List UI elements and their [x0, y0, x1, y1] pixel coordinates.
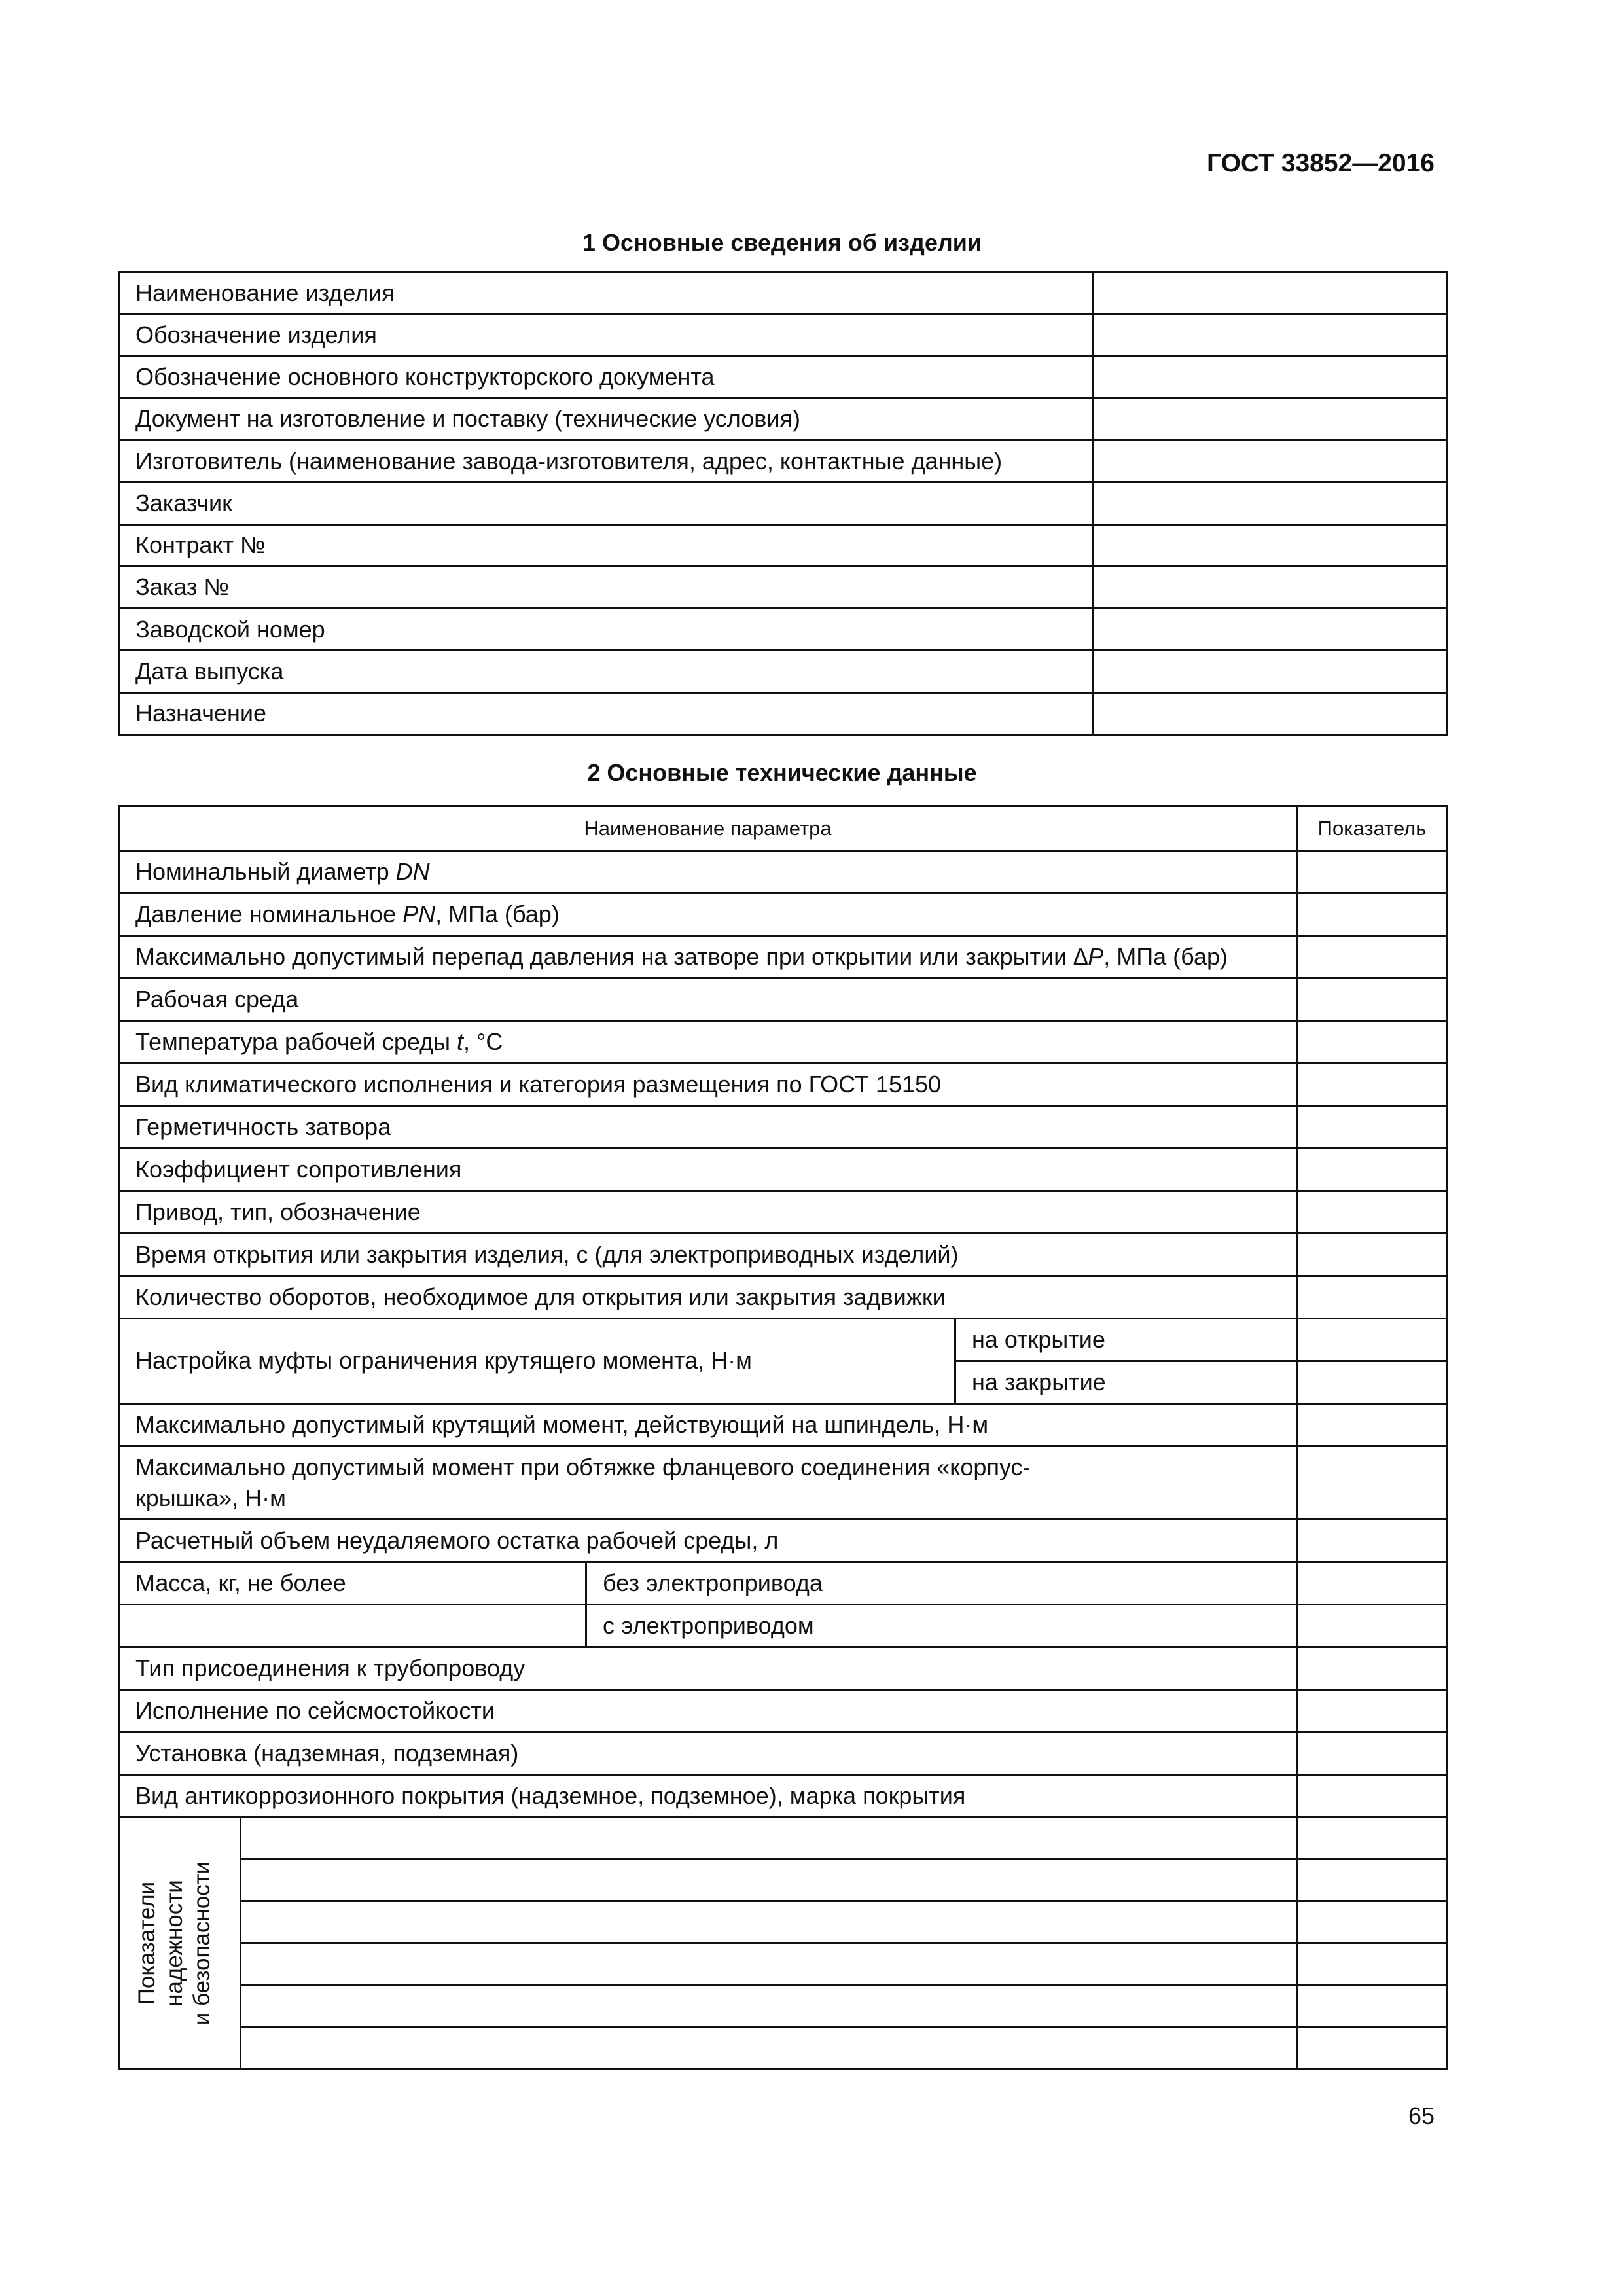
row-clutch-setting: Настройка муфты ограничения крутящего момента, Н·м	[119, 1319, 955, 1404]
row-tightness: Герметичность затвора	[119, 1106, 1297, 1149]
product-info-label: Заказ №	[119, 566, 1093, 608]
value-cell[interactable]	[1297, 1106, 1448, 1149]
value-cell[interactable]	[1297, 1605, 1448, 1647]
table-row	[119, 978, 1448, 1021]
table-row	[119, 1234, 1448, 1276]
value-cell[interactable]	[1297, 1021, 1448, 1064]
row-label: Максимально допустимый перепад давления на затворе при открытии или закрытии	[135, 942, 1074, 970]
reliability-param-cell[interactable]	[241, 1859, 1297, 1901]
reliability-param-cell[interactable]	[241, 1901, 1297, 1943]
row-max-pressure-drop	[119, 936, 1297, 978]
row-seismic: Исполнение по сейсмостойкости	[119, 1690, 1297, 1732]
value-cell[interactable]	[1297, 893, 1448, 936]
row-resistance: Коэффициент сопротивления	[119, 1149, 1297, 1191]
row-temperature	[119, 1021, 1297, 1064]
value-cell[interactable]	[1297, 1901, 1448, 1943]
value-cell[interactable]	[1297, 2027, 1448, 2069]
table-row	[119, 1690, 1448, 1732]
table-row	[119, 356, 1448, 398]
value-cell[interactable]	[1297, 1859, 1448, 1901]
table-row	[119, 1064, 1448, 1106]
reliability-label-line-3: и безопасности	[188, 1861, 215, 2025]
row-open-close-time: Время открытия или закрытия изделия, с (для электроприводных изделий)	[119, 1234, 1297, 1276]
row-label: Максимально допустимый момент при обтяжке фланцевого соединения «корпус-крышка», Н·м	[135, 1454, 1031, 1511]
row-nominal-diameter	[119, 851, 1297, 893]
reliability-label-cell	[119, 1818, 241, 2069]
value-cell[interactable]	[1297, 1234, 1448, 1276]
reliability-label-line-1: Показатели	[134, 1881, 160, 2005]
table-row	[119, 1520, 1448, 1562]
value-cell[interactable]	[1297, 1149, 1448, 1191]
row-turns: Количество оборотов, необходимое для открытия или закрытия задвижки	[119, 1276, 1297, 1319]
table-row	[119, 1149, 1448, 1191]
product-info-table	[118, 271, 1448, 736]
table-row	[119, 1985, 1448, 2027]
column-header-value: Показатель	[1297, 806, 1448, 851]
table-row	[119, 1404, 1448, 1446]
product-info-label: Наименование изделия	[119, 272, 1093, 314]
symbol-delta-p: ∆P	[1073, 942, 1104, 970]
reliability-vertical-label	[131, 1835, 229, 2051]
value-cell[interactable]	[1297, 1690, 1448, 1732]
product-info-value-cell[interactable]	[1093, 692, 1448, 734]
mass-with-drive-label: с электроприводом	[586, 1605, 1297, 1647]
row-mass: Масса, кг, не более	[119, 1562, 586, 1605]
table-row	[119, 440, 1448, 482]
value-cell[interactable]	[1297, 1520, 1448, 1562]
value-cell[interactable]	[1297, 1064, 1448, 1106]
value-cell[interactable]	[1297, 1276, 1448, 1319]
table-row	[119, 851, 1448, 893]
product-info-value-cell[interactable]	[1093, 398, 1448, 440]
unit-label: , МПа (бар)	[1103, 942, 1228, 970]
product-info-label: Назначение	[119, 692, 1093, 734]
table-row	[119, 893, 1448, 936]
table-row	[119, 1901, 1448, 1943]
mass-without-drive-label: без электропривода	[586, 1562, 1297, 1605]
table-row	[119, 1021, 1448, 1064]
row-anticorrosion: Вид антикоррозионного покрытия (надземное, подземное), марка покрытия	[119, 1775, 1297, 1818]
section-1-title: 1 Основные сведения об изделии	[582, 229, 982, 256]
value-cell[interactable]	[1297, 1319, 1448, 1361]
clutch-opening-label: на открытие	[955, 1319, 1297, 1361]
row-drive: Привод, тип, обозначение	[119, 1191, 1297, 1234]
standard-number: ГОСТ 33852—2016	[1207, 149, 1435, 177]
value-cell[interactable]	[1297, 1446, 1448, 1520]
value-cell[interactable]	[1297, 978, 1448, 1021]
row-label: Номинальный диаметр	[135, 857, 396, 885]
unit-label: , °С	[463, 1028, 503, 1055]
row-installation: Установка (надземная, подземная)	[119, 1732, 1297, 1775]
unit-label: , МПа (бар)	[435, 900, 560, 927]
section-2-title: 2 Основные технические данные	[587, 759, 977, 786]
product-info-value-cell[interactable]	[1093, 272, 1448, 314]
value-cell[interactable]	[1297, 1647, 1448, 1690]
table-row	[119, 1319, 1448, 1361]
row-label: Температура рабочей среды	[135, 1028, 457, 1055]
value-cell[interactable]	[1297, 1985, 1448, 2027]
table-row	[119, 692, 1448, 734]
product-info-value-cell[interactable]	[1093, 482, 1448, 524]
table-row	[119, 1818, 1448, 1859]
table-row	[119, 1191, 1448, 1234]
product-info-label: Документ на изготовление и поставку (технические условия)	[119, 398, 1093, 440]
table-row	[119, 1605, 1448, 1647]
product-info-label: Дата выпуска	[119, 651, 1093, 692]
reliability-param-cell[interactable]	[241, 1943, 1297, 1985]
table-row	[119, 272, 1448, 314]
row-max-flange-torque	[119, 1446, 1297, 1520]
product-info-value-cell[interactable]	[1093, 609, 1448, 651]
product-info-value-cell[interactable]	[1093, 524, 1448, 566]
table-row	[119, 314, 1448, 356]
symbol-t: t	[456, 1028, 463, 1055]
value-cell[interactable]	[1297, 1732, 1448, 1775]
table-row	[119, 1943, 1448, 1985]
table-row	[119, 1775, 1448, 1818]
table-header-row	[119, 806, 1448, 851]
row-residual-volume: Расчетный объем неудаляемого остатка рабочей среды, л	[119, 1520, 1297, 1562]
product-info-value-cell[interactable]	[1093, 440, 1448, 482]
product-info-label: Изготовитель (наименование завода-изготовителя, адрес, контактные данные)	[119, 440, 1093, 482]
table-row	[119, 1647, 1448, 1690]
table-row	[119, 1562, 1448, 1605]
table-row	[119, 651, 1448, 692]
page-number: 65	[1408, 2102, 1435, 2129]
table-row	[119, 1446, 1448, 1520]
symbol-pn: PN	[402, 900, 436, 927]
symbol-dn: DN	[395, 857, 430, 885]
product-info-label: Обозначение изделия	[119, 314, 1093, 356]
value-cell[interactable]	[1297, 851, 1448, 893]
value-cell[interactable]	[1297, 1562, 1448, 1605]
product-info-label: Контракт №	[119, 524, 1093, 566]
row-nominal-pressure	[119, 893, 1297, 936]
product-info-value-cell[interactable]	[1093, 314, 1448, 356]
value-cell[interactable]	[1297, 1943, 1448, 1985]
table-row	[119, 482, 1448, 524]
column-header-parameter: Наименование параметра	[119, 806, 1297, 851]
product-info-label: Обозначение основного конструкторского документа	[119, 356, 1093, 398]
row-climatic: Вид климатического исполнения и категория размещения по ГОСТ 15150	[119, 1064, 1297, 1106]
value-cell[interactable]	[1297, 1361, 1448, 1404]
table-row	[119, 609, 1448, 651]
product-info-label: Заводской номер	[119, 609, 1093, 651]
value-cell[interactable]	[1297, 936, 1448, 978]
row-label: Давление номинальное	[135, 900, 403, 927]
product-info-value-cell[interactable]	[1093, 651, 1448, 692]
reliability-param-cell[interactable]	[241, 2027, 1297, 2069]
table-row	[119, 1276, 1448, 1319]
table-row	[119, 524, 1448, 566]
clutch-closing-label: на закрытие	[955, 1361, 1297, 1404]
reliability-param-cell[interactable]	[241, 1985, 1297, 2027]
product-info-value-cell[interactable]	[1093, 356, 1448, 398]
reliability-param-cell[interactable]	[241, 1818, 1297, 1859]
value-cell[interactable]	[1297, 1818, 1448, 1859]
table-row	[119, 398, 1448, 440]
table-row	[119, 566, 1448, 608]
row-working-medium: Рабочая среда	[119, 978, 1297, 1021]
table-row	[119, 936, 1448, 978]
value-cell[interactable]	[1297, 1404, 1448, 1446]
table-row	[119, 1732, 1448, 1775]
product-info-value-cell[interactable]	[1093, 566, 1448, 608]
row-connection-type: Тип присоединения к трубопроводу	[119, 1647, 1297, 1690]
technical-data-table	[118, 805, 1448, 2070]
value-cell[interactable]	[1297, 1191, 1448, 1234]
table-row	[119, 1106, 1448, 1149]
reliability-label-line-2: надежности	[161, 1879, 187, 2007]
value-cell[interactable]	[1297, 1775, 1448, 1818]
row-max-spindle-torque: Максимально допустимый крутящий момент, действующий на шпиндель, Н·м	[119, 1404, 1297, 1446]
product-info-label: Заказчик	[119, 482, 1093, 524]
table-row	[119, 1859, 1448, 1901]
table-row	[119, 2027, 1448, 2069]
mass-blank-cell	[119, 1605, 586, 1647]
